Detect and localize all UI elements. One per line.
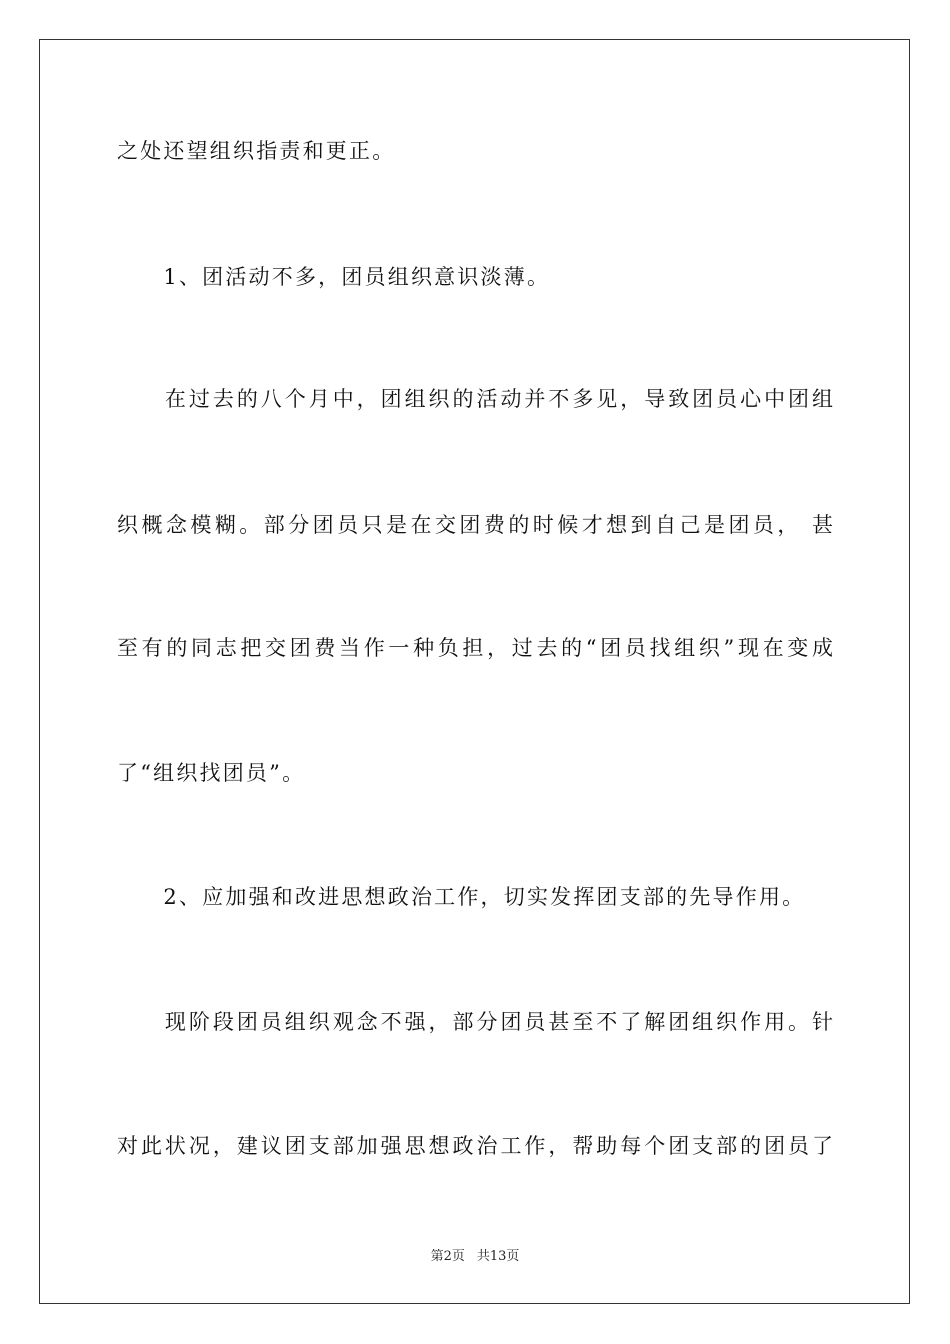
text-line-4: 织概念模糊。部分团员只是在交团费的时候才想到自己是团员， 甚 [117,513,833,537]
page-footer [0,1248,950,1266]
text-line-2: 1、团活动不多，团员组织意识淡薄。 [117,265,551,289]
text-line-1: 之处还望组织指责和更正。 [117,139,396,163]
text-line-8: 现阶段团员组织观念不强，部分团员甚至不了解团组织作用。针 [117,1010,833,1034]
page-border [39,39,910,1304]
total-pages: 共13页 [476,1249,520,1264]
text-line-5: 至有的同志把交团费当作一种负担，过去的“团员找组织”现在变成 [117,636,833,660]
page-number: 第2页 [430,1249,465,1264]
text-line-9: 对此状况，建议团支部加强思想政治工作，帮助每个团支部的团员了 [117,1134,833,1158]
text-line-3: 在过去的八个月中，团组织的活动并不多见，导致团员心中团组 [117,387,833,411]
text-line-7: 2、应加强和改进思想政治工作，切实发挥团支部的先导作用。 [117,885,806,909]
text-line-6: 了“组织找团员”。 [117,761,306,785]
